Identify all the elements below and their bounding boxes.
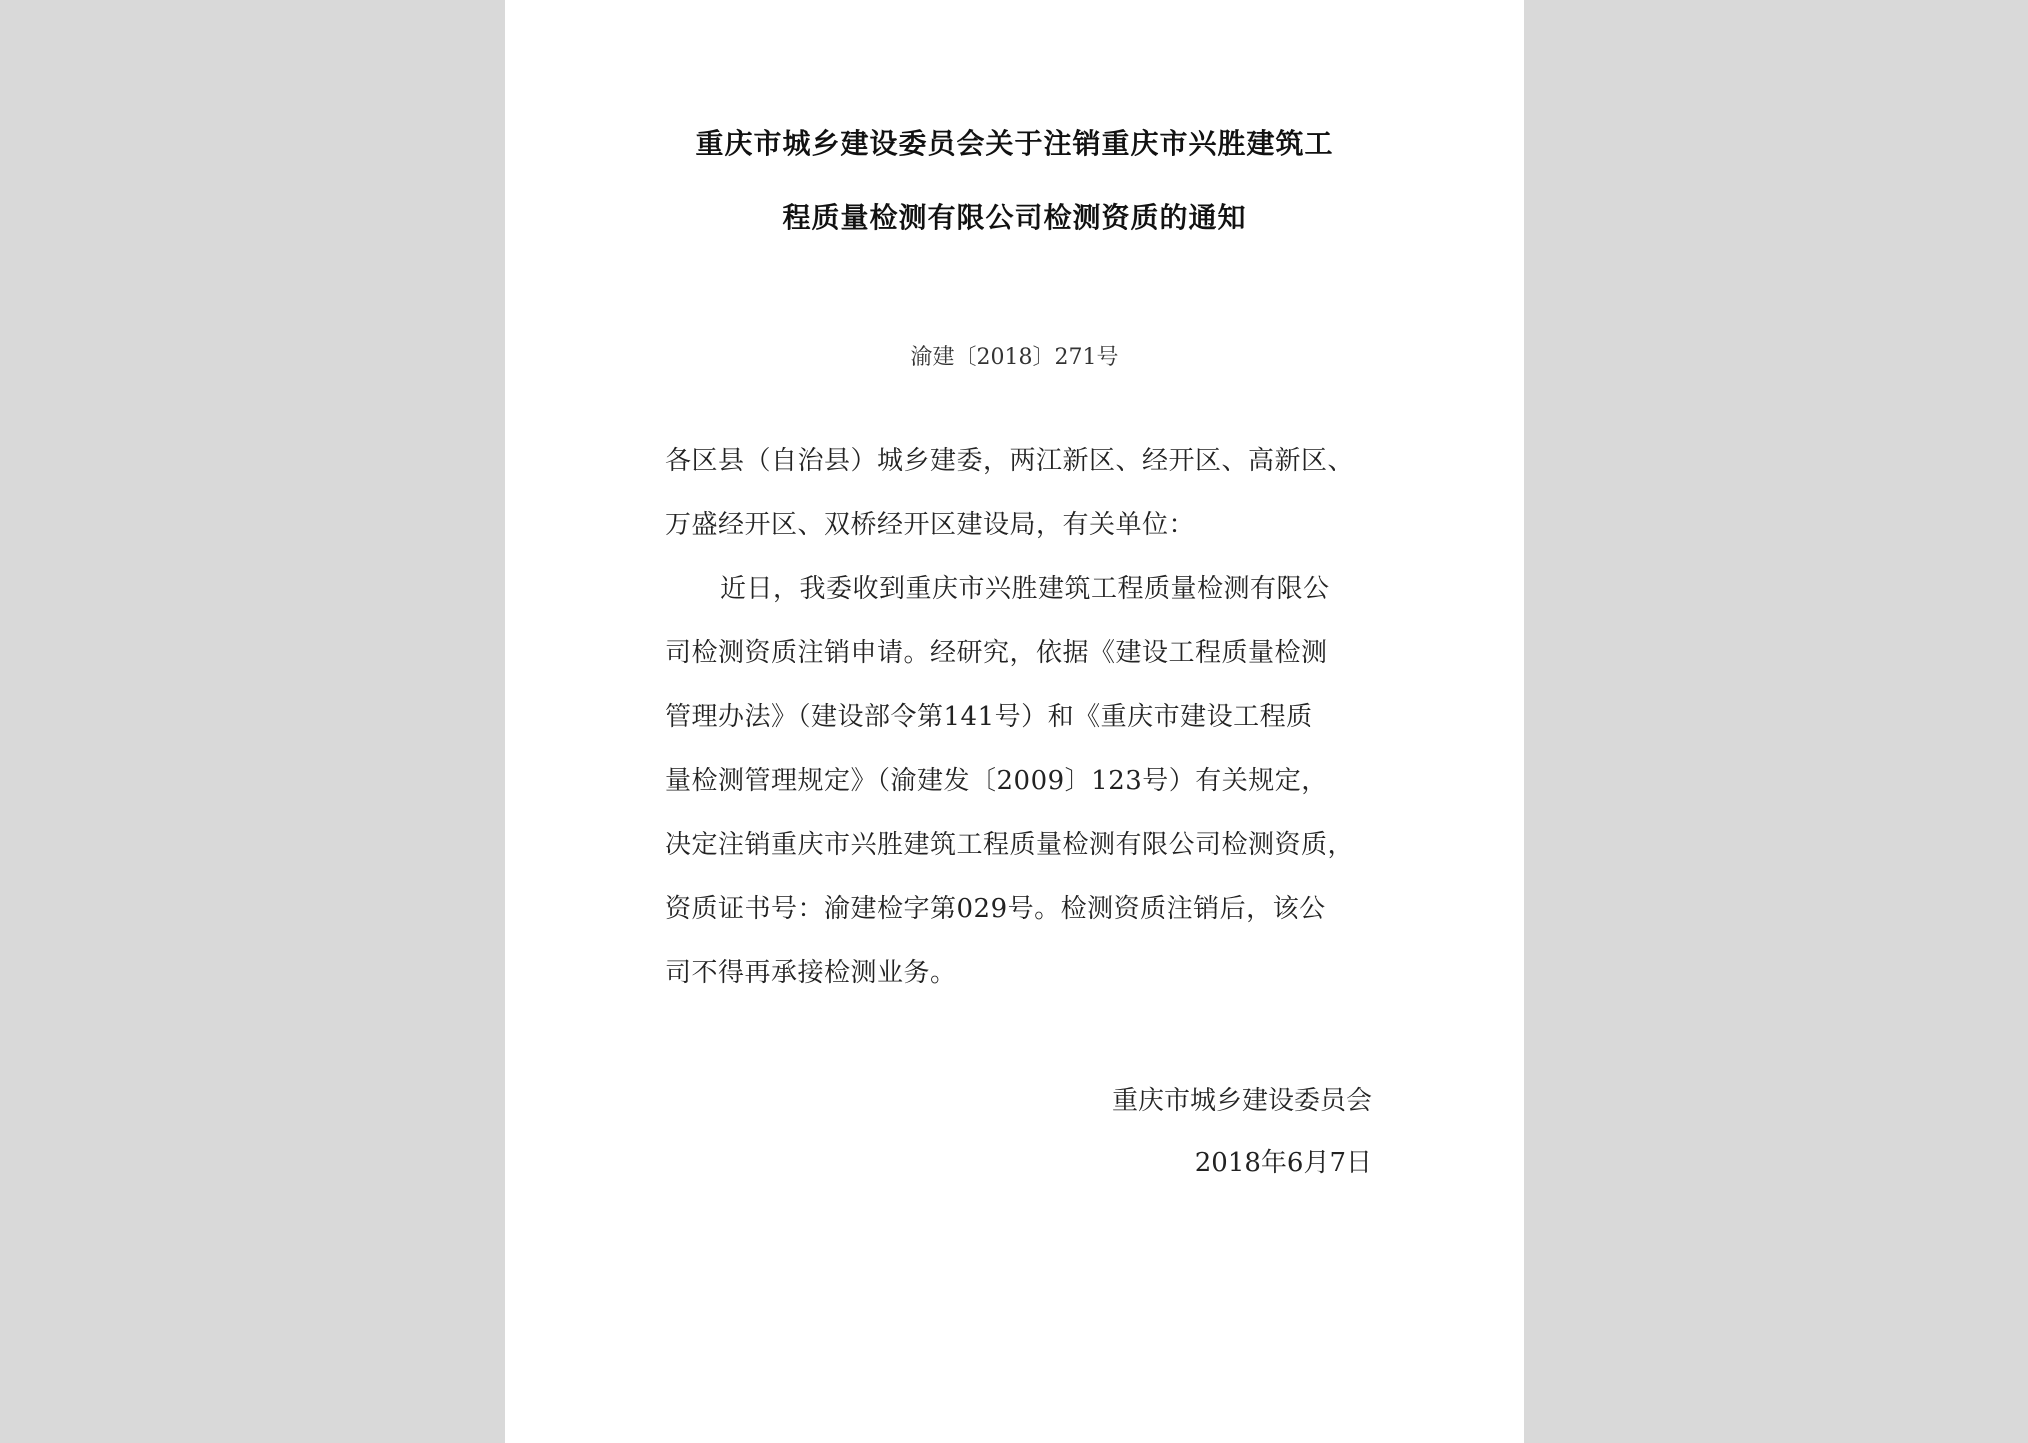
body-line: 决定注销重庆市兴胜建筑工程质量检测有限公司检测资质， [665,830,1355,860]
document-title-line-1: 重庆市城乡建设委员会关于注销重庆市兴胜建筑工 [695,127,1334,160]
document-page [505,0,1524,1443]
signatory: 重庆市城乡建设委员会 [1111,1086,1372,1116]
body-line: 近日，我委收到重庆市兴胜建筑工程质量检测有限公 [720,574,1330,604]
addressee-line: 各区县（自治县）城乡建委，两江新区、经开区、高新区、 [665,446,1355,476]
body-line: 资质证书号：渝建检字第029号。检测资质注销后，该公 [665,894,1326,924]
body-line: 司检测资质注销申请。经研究，依据《建设工程质量检测 [665,638,1328,668]
document-number: 渝建〔2018〕271号 [910,345,1119,370]
body-line: 量检测管理规定》（渝建发〔2009〕123号）有关规定， [665,766,1328,796]
body-line: 管理办法》（建设部令第141号）和《重庆市建设工程质 [665,702,1313,732]
body-line: 司不得再承接检测业务。 [665,958,957,988]
issue-date: 2018年6月7日 [1194,1148,1372,1178]
document-title-line-2: 程质量检测有限公司检测资质的通知 [782,201,1247,234]
addressee-line: 万盛经开区、双桥经开区建设局，有关单位： [665,510,1196,540]
